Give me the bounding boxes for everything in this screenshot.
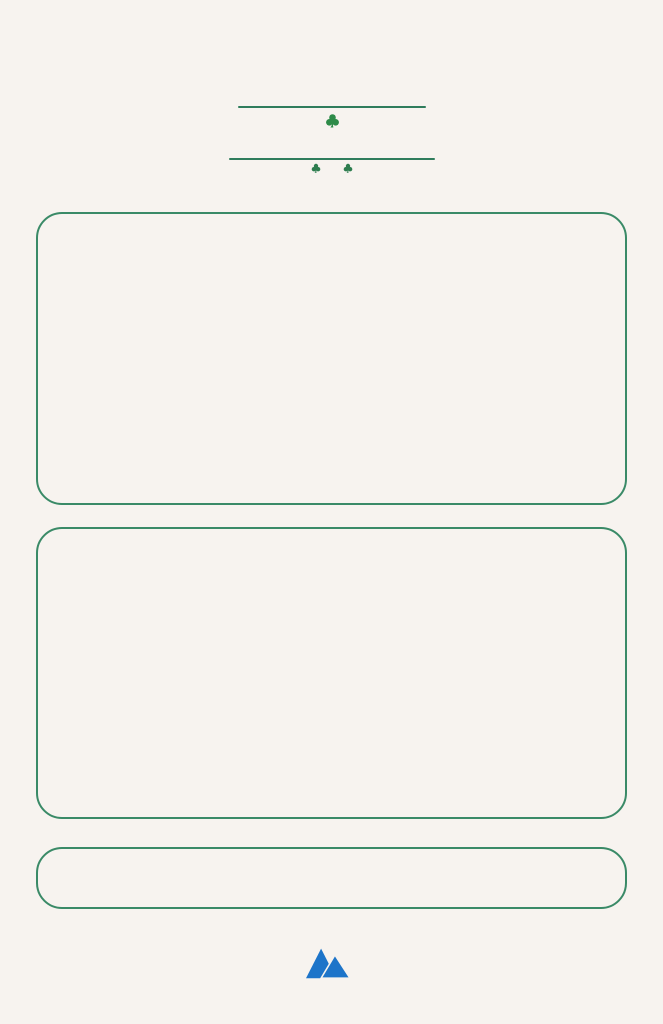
logo-rule-bottom <box>229 158 435 160</box>
shamrock-separator-icon <box>311 163 321 173</box>
section-pizzas <box>36 527 627 819</box>
coors-light-logo <box>0 946 663 983</box>
section-shareables <box>36 212 627 505</box>
logo <box>0 106 663 173</box>
section-condiments <box>36 847 627 909</box>
shamrock-apostrophe-icon <box>325 113 340 128</box>
logo-title <box>0 108 663 156</box>
pizzas-columns <box>38 542 625 557</box>
shamrock-separator-icon <box>343 163 353 173</box>
starburst-left-icon <box>0 406 103 571</box>
shareables-columns <box>38 214 625 235</box>
pizzas-column-right <box>354 544 608 557</box>
logo-tagline <box>0 163 663 173</box>
coors-mountain-icon <box>306 946 350 979</box>
condiments-list <box>38 849 625 907</box>
